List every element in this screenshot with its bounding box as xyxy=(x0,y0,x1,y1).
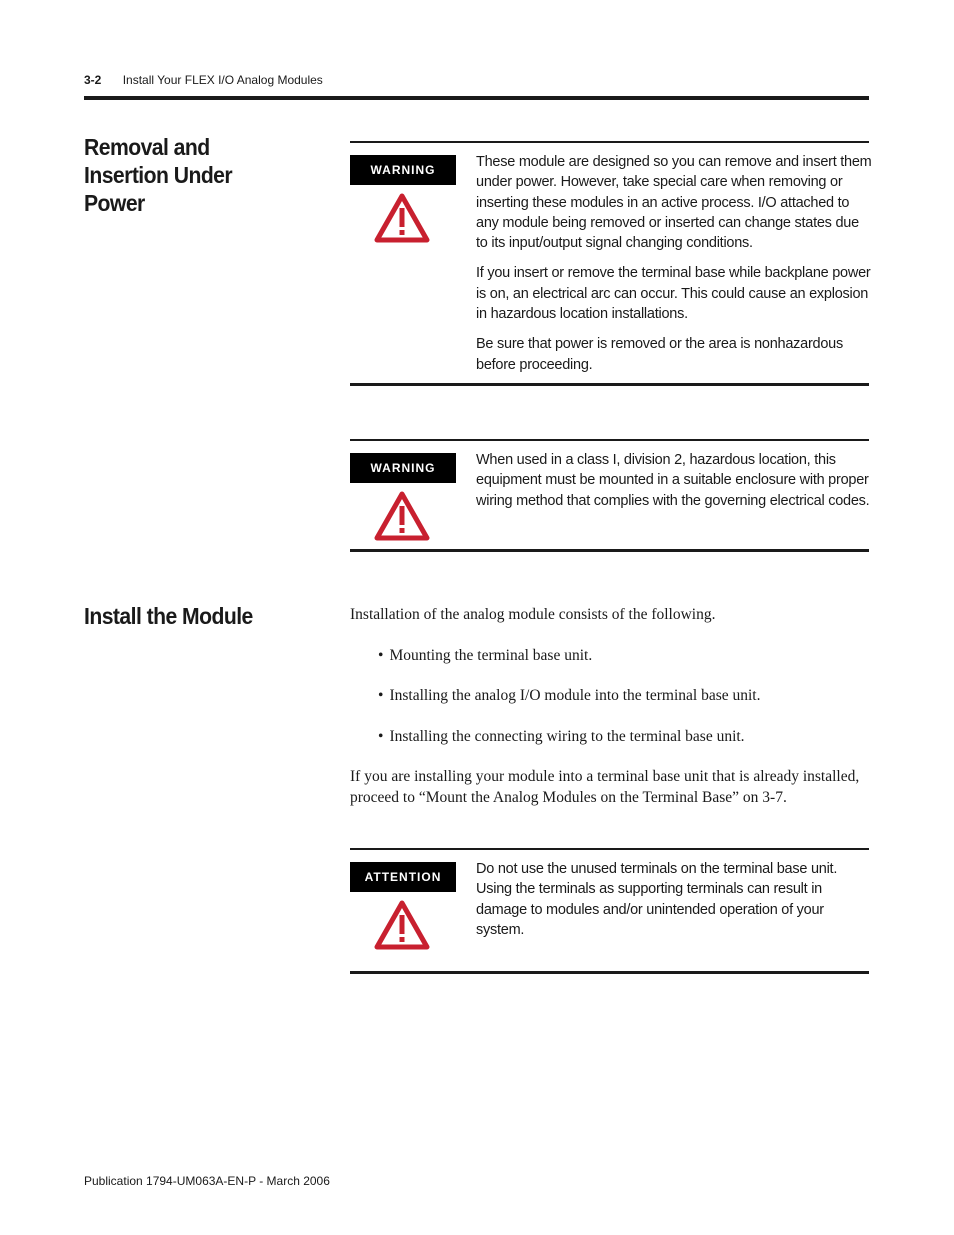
list-item xyxy=(378,685,761,706)
warning-text xyxy=(476,450,872,521)
warning-triangle-icon xyxy=(374,491,430,541)
section-title-install-module: Install the Module xyxy=(84,603,253,629)
list-item-text: Installing the connecting wiring to the terminal base unit. xyxy=(389,728,745,745)
alert-bottom-rule xyxy=(350,549,869,552)
attention-paragraph: Do not use the unused terminals on the terminal base unit. Using the terminals as supporting terminals can result in damage to modules and/or unintended operation of your system. xyxy=(476,861,838,938)
alert-bottom-rule xyxy=(350,971,869,974)
list-item xyxy=(378,726,745,747)
page-number: 3-2 xyxy=(84,73,102,87)
warning-paragraph: If you insert or remove the terminal base while backplane power is on, an electrical arc can occur. This could cause an explosion in hazardous location installations. xyxy=(476,265,871,323)
bullet-icon: • xyxy=(378,687,384,704)
warning-text xyxy=(476,152,872,385)
warning-triangle-icon xyxy=(374,193,430,243)
warning-paragraph: Be sure that power is removed or the area is nonhazardous before proceeding. xyxy=(476,336,843,373)
warning-box-hazardous xyxy=(350,439,869,552)
attention-badge: ATTENTION xyxy=(350,862,456,892)
alert-top-rule xyxy=(350,848,869,850)
list-item xyxy=(378,645,592,666)
bullet-icon: • xyxy=(378,647,384,664)
list-item-text: Installing the analog I/O module into the terminal base unit. xyxy=(389,687,761,704)
install-note: If you are installing your module into a terminal base unit that is already installed, proceed to “Mount the Analog Modules on the Terminal Base” on 3-7. xyxy=(350,768,860,806)
warning-badge: WARNING xyxy=(350,155,456,185)
warning-box-removal xyxy=(350,141,872,386)
alert-top-rule xyxy=(350,439,869,441)
bullet-icon: • xyxy=(378,728,384,745)
warning-paragraph: When used in a class I, division 2, hazardous location, this equipment must be mounted in a suitable enclosure with proper wiring method that complies with the governing electrical codes. xyxy=(476,452,870,509)
list-item-text: Mounting the terminal base unit. xyxy=(389,647,593,664)
section-title-removal-insertion: Removal and Insertion Under Power xyxy=(84,134,233,216)
header-rule xyxy=(84,96,869,100)
alert-bottom-rule xyxy=(350,383,869,386)
attention-box-terminals xyxy=(350,848,869,974)
publication-footer: Publication 1794-UM063A-EN-P - March 2006 xyxy=(84,1174,330,1188)
chapter-title: Install Your FLEX I/O Analog Modules xyxy=(122,73,323,87)
running-header xyxy=(84,73,323,87)
warning-paragraph: These module are designed so you can remove and insert them under power. However, take special care when removing or inserting these modules in an active process. I/O attached to any module being removed or inserted can change states due to its input/output signal changing conditions. xyxy=(476,154,872,252)
install-intro: Installation of the analog module consists of the following. xyxy=(350,606,716,623)
attention-text xyxy=(476,859,872,950)
warning-triangle-icon xyxy=(374,900,430,950)
alert-top-rule xyxy=(350,141,869,143)
warning-badge: WARNING xyxy=(350,453,456,483)
